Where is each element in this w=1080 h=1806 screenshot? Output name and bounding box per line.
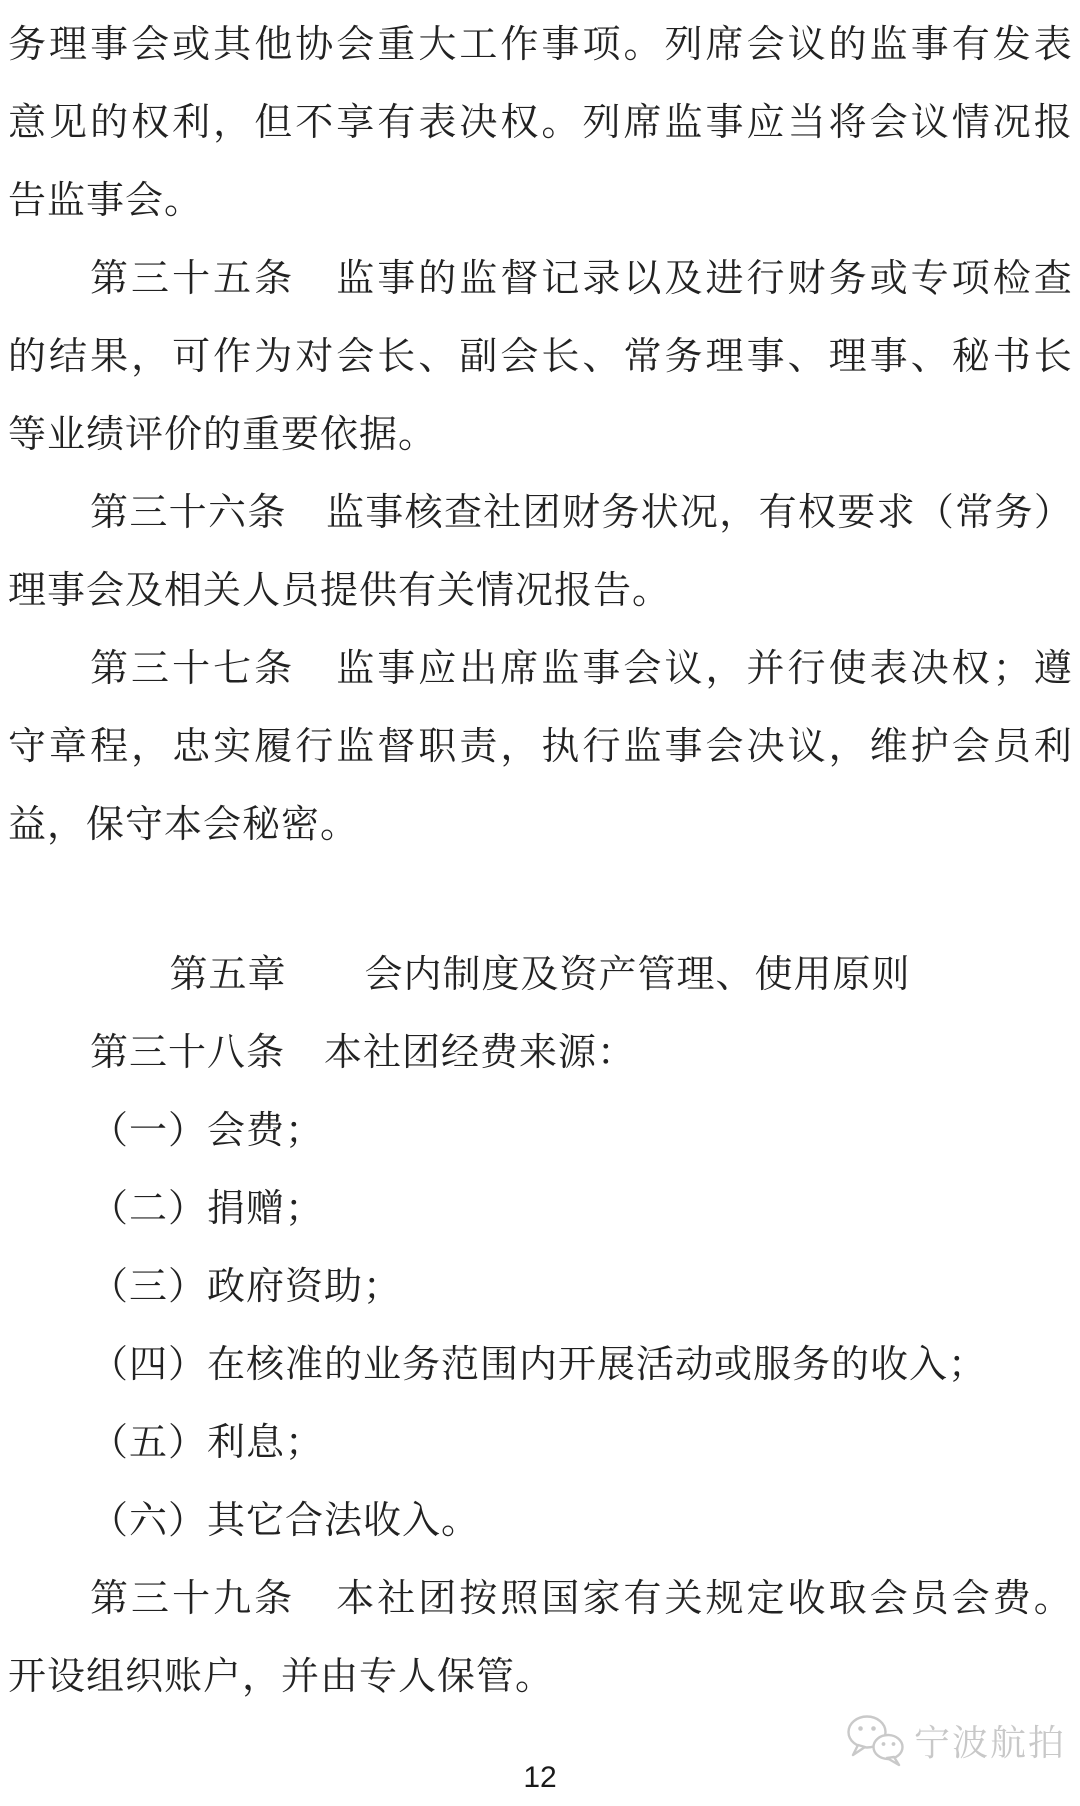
text-line: 理事会及相关人员提供有关情况报告。 — [8, 570, 672, 612]
article-38-line: 第三十八条 本社团经费来源： — [90, 1032, 637, 1074]
list-item: （四）在核准的业务范围内开展活动或服务的收入； — [90, 1344, 988, 1386]
text-line: 告监事会。 — [8, 180, 204, 222]
text-line: 开设组织账户，并由专人保管。 — [8, 1656, 555, 1698]
article-37-line: 第 三 十 七 条 监 事 应 出 席 监 事 会 议 ， 并 行 使 表 决 权 ； 遵 — [90, 648, 1072, 690]
text-line: 意 见 的 权 利 ， 但 不 享 有 表 决 权 。 列 席 监 事 应 当 将 会 议 情 况 报 — [8, 102, 1072, 144]
watermark-text: 宁波航拍 — [913, 1722, 1066, 1763]
article-35-line: 第 三 十 五 条 监 事 的 监 督 记 录 以 及 进 行 财 务 或 专 项 检 查 — [90, 258, 1072, 300]
list-item: （二）捐赠； — [90, 1188, 325, 1230]
list-item: （六）其它合法收入。 — [90, 1500, 481, 1542]
list-item: （一）会费； — [90, 1110, 325, 1152]
list-item: （三）政府资助； — [90, 1266, 403, 1308]
text-line: 务 理 事 会 或 其 他 协 会 重 大 工 作 事 项 。 列 席 会 议 的 监 事 有 发 表 — [8, 24, 1072, 66]
article-39-line: 第 三 十 九 条 本 社 团 按 照 国 家 有 关 规 定 收 取 会 员 会 费 。 — [90, 1578, 1072, 1620]
article-36-line: 第 三 十 六 条 监 事 核 查 社 团 财 务 状 况 ， 有 权 要 求 （ 常 务 ） — [90, 492, 1072, 534]
text-line: 的 结 果 ， 可 作 为 对 会 长 、 副 会 长 、 常 务 理 事 、 理 事 、 秘 书 长 — [8, 336, 1072, 378]
page-number: 12 — [523, 1761, 557, 1794]
chapter-heading: 第五章 会内制度及资产管理、使用原则 — [169, 954, 911, 996]
text-line: 益，保守本会秘密。 — [8, 804, 360, 846]
text-line: 等业绩评价的重要依据。 — [8, 414, 438, 456]
text-line: 守 章 程 ， 忠 实 履 行 监 督 职 责 ， 执 行 监 事 会 决 议 ， 维 护 会 员 利 — [8, 726, 1072, 768]
list-item: （五）利息； — [90, 1422, 325, 1464]
